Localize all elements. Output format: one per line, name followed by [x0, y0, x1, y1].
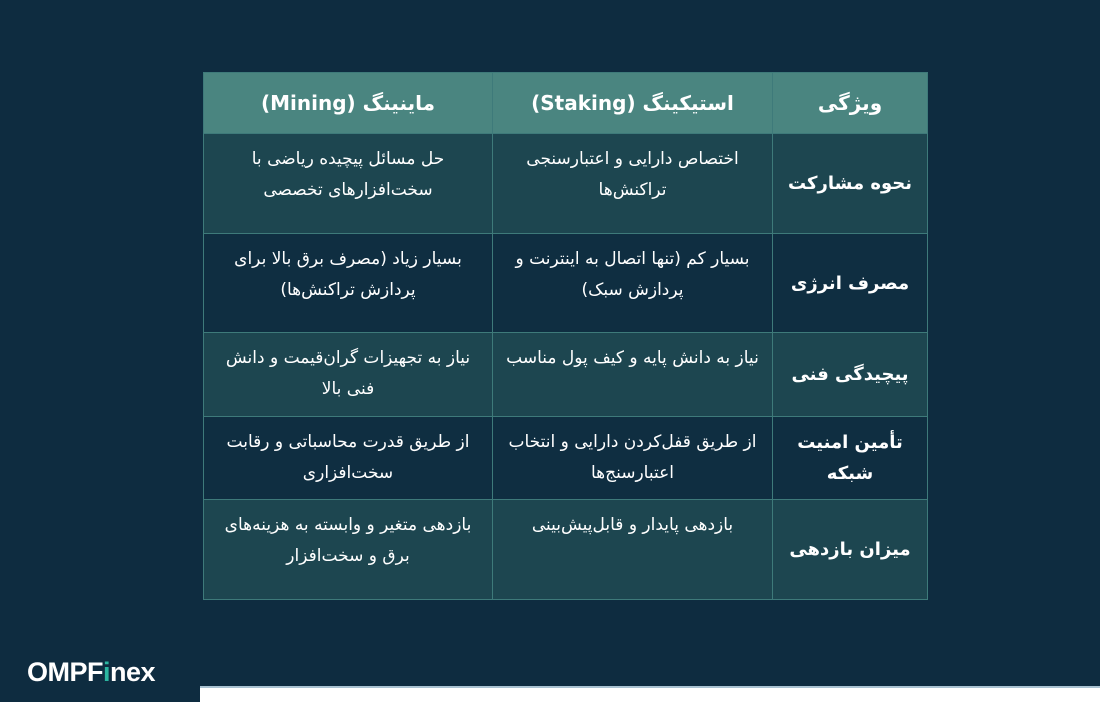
feature-cell: پیچیدگی فنی [773, 333, 928, 417]
mining-cell: نیاز به تجهیزات گران‌قیمت و دانش فنی بالا [204, 333, 493, 417]
table-row [204, 417, 928, 500]
table-row [204, 500, 928, 600]
comparison-table [203, 72, 928, 600]
table-row [204, 234, 928, 333]
table-row [204, 333, 928, 417]
table-header-row [204, 73, 928, 134]
mining-cell: حل مسائل پیچیده ریاضی با سخت‌افزارهای تخصصی [204, 134, 493, 234]
staking-cell: از طریق قفل‌کردن دارایی و انتخاب اعتبارسنج‌ها [493, 417, 773, 500]
staking-cell: بسیار کم (تنها اتصال به اینترنت و پردازش سبک) [493, 234, 773, 333]
header-staking: استیکینگ (Staking) [493, 73, 773, 134]
feature-cell: میزان بازدهی [773, 500, 928, 600]
logo-suffix: nex [110, 657, 156, 687]
brand-logo [27, 657, 155, 688]
staking-cell: نیاز به دانش پایه و کیف پول مناسب [493, 333, 773, 417]
header-mining: ماینینگ (Mining) [204, 73, 493, 134]
mining-cell: بازدهی متغیر و وابسته به هزینه‌های برق و سخت‌افزار [204, 500, 493, 600]
logo-prefix: OMPF [27, 657, 103, 687]
mining-cell: بسیار زیاد (مصرف برق بالا برای پردازش تراکنش‌ها) [204, 234, 493, 333]
staking-cell: اختصاص دارایی و اعتبارسنجی تراکنش‌ها [493, 134, 773, 234]
header-feature: ویژگی [773, 73, 928, 134]
mining-cell: از طریق قدرت محاسباتی و رقابت سخت‌افزاری [204, 417, 493, 500]
feature-cell: نحوه مشارکت [773, 134, 928, 234]
feature-cell: تأمین امنیت شبکه [773, 417, 928, 500]
staking-cell: بازدهی پایدار و قابل‌پیش‌بینی [493, 500, 773, 600]
table-row [204, 134, 928, 234]
logo-accent: i [103, 657, 111, 687]
feature-cell: مصرف انرژی [773, 234, 928, 333]
